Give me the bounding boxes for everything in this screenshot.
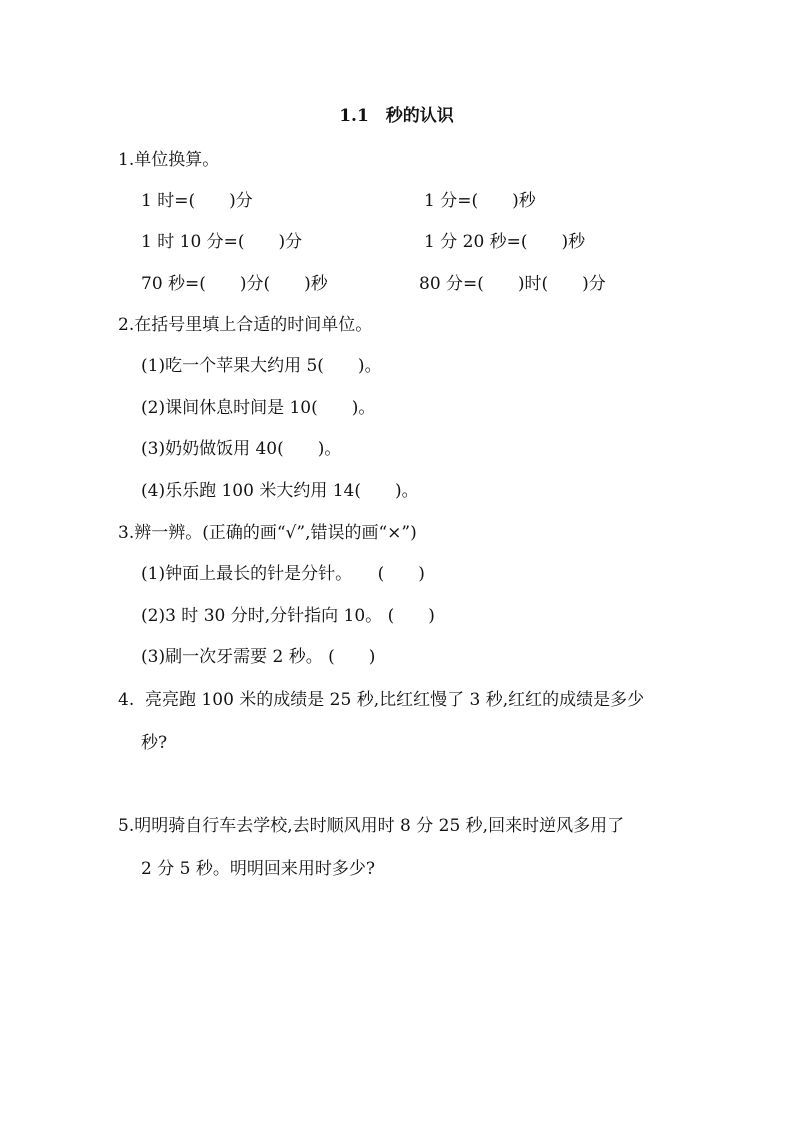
question-1-heading: 1.单位换算。 <box>118 150 220 170</box>
conversion-minute-second-to-second: 1 分 20 秒=( )秒 <box>424 232 586 252</box>
question-5-line-1: 5.明明骑自行车去学校,去时顺风用时 8 分 25 秒,回来时逆风多用了 <box>118 816 625 836</box>
conversion-minute-to-second: 1 分=( )秒 <box>424 191 536 211</box>
page-title: 1.1 秒的认识 <box>339 106 454 126</box>
question-3-item-1: (1)钟面上最长的针是分针。 ( ) <box>141 564 425 584</box>
question-5-line-2: 2 分 5 秒。明明回来用时多少? <box>141 859 375 879</box>
question-2-item-4: (4)乐乐跑 100 米大约用 14( )。 <box>141 481 419 501</box>
conversion-hour-minute-to-minute: 1 时 10 分=( )分 <box>141 232 303 252</box>
question-4-line-1: 4. 亮亮跑 100 米的成绩是 25 秒,比红红慢了 3 秒,红红的成绩是多少 <box>118 690 645 710</box>
conversion-minute-to-hour-minute: 80 分=( )时( )分 <box>419 274 606 294</box>
question-3-item-3: (3)刷一次牙需要 2 秒。 ( ) <box>141 647 376 667</box>
question-2-item-3: (3)奶奶做饭用 40( )。 <box>141 439 342 459</box>
question-4-line-2: 秒? <box>141 733 168 753</box>
question-3-heading: 3.辨一辨。(正确的画“√”,错误的画“×”) <box>118 523 417 543</box>
question-2-item-1: (1)吃一个苹果大约用 5( )。 <box>141 356 382 376</box>
conversion-hour-to-minute: 1 时=( )分 <box>141 191 253 211</box>
question-2-heading: 2.在括号里填上合适的时间单位。 <box>118 315 373 335</box>
question-2-item-2: (2)课间休息时间是 10( )。 <box>141 398 376 418</box>
question-3-item-2: (2)3 时 30 分时,分针指向 10。 ( ) <box>141 606 435 626</box>
conversion-second-to-minute-second: 70 秒=( )分( )秒 <box>141 274 328 294</box>
